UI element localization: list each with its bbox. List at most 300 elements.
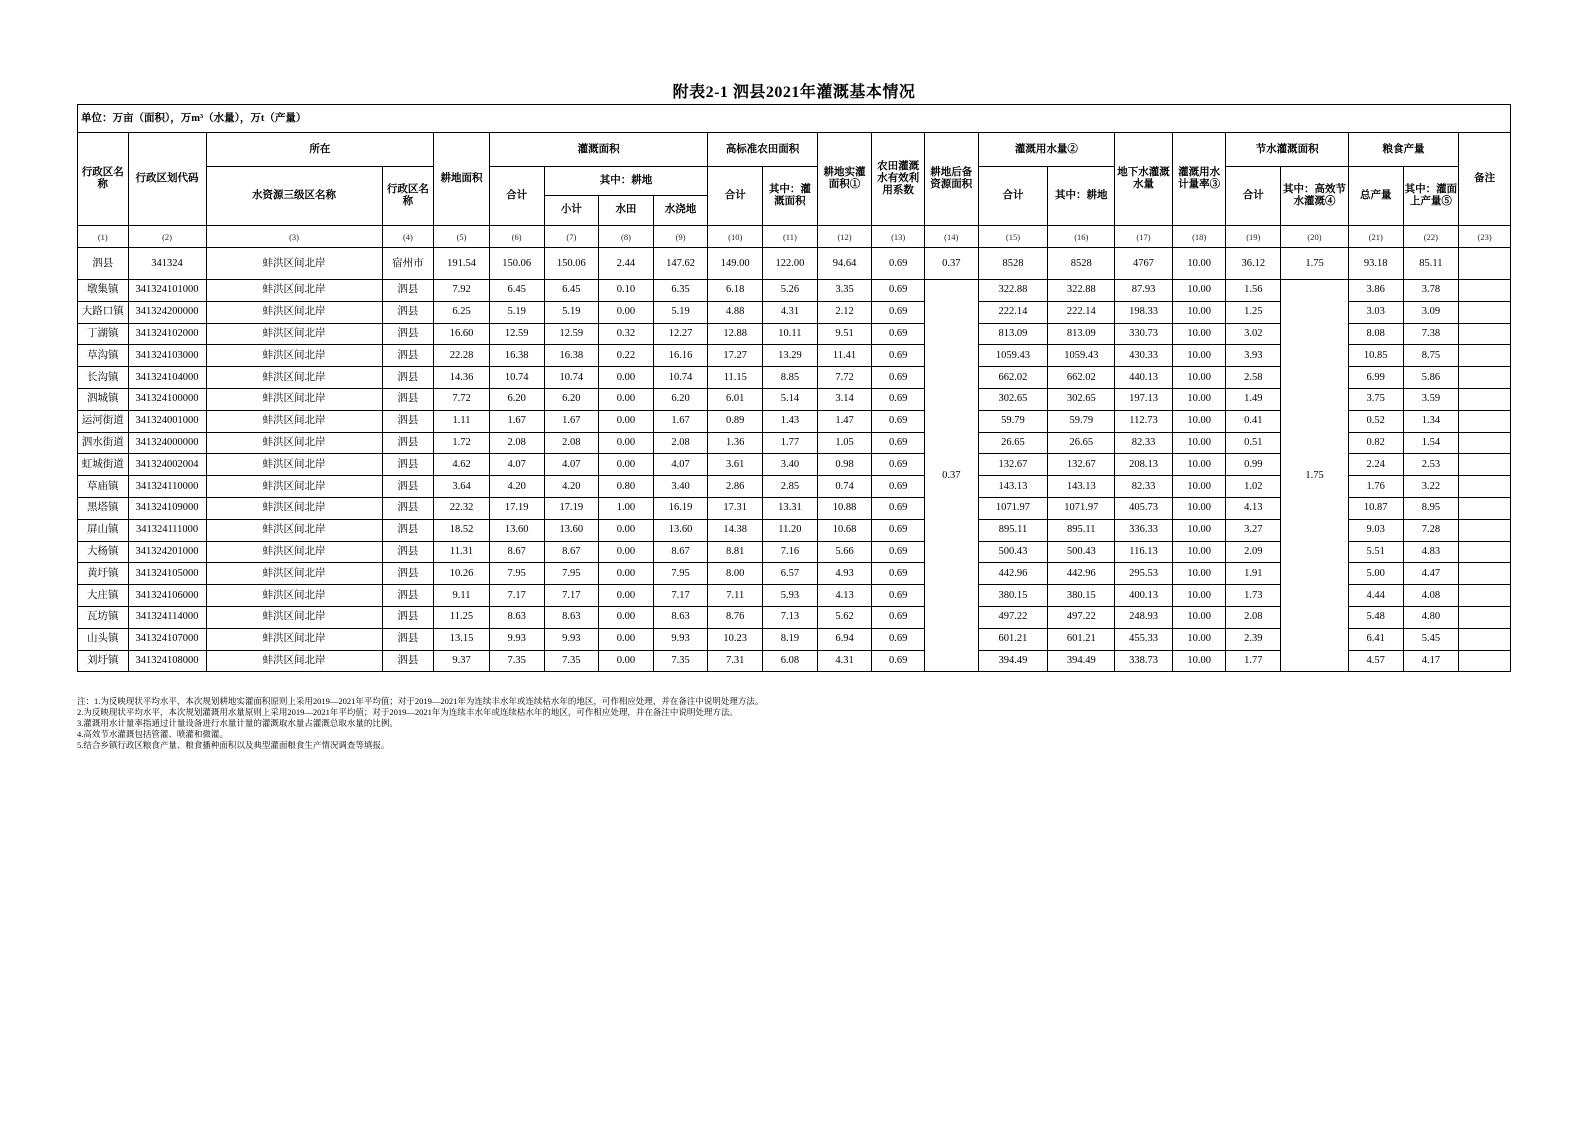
footnote-line: 2.为反映现状平均水平，本次规划灌溉用水量原则上采用2019—2021年平均值；对于2019—2021年为连续丰水年或连续枯水年的地区，可作相应处理，并在备注中说明处理方法。 bbox=[77, 707, 738, 717]
table-cell: 5.66 bbox=[817, 541, 872, 563]
table-cell: 248.93 bbox=[1115, 606, 1173, 628]
table-cell: 蚌洪区间北岸 bbox=[206, 388, 382, 410]
header-iw-total: 合计 bbox=[978, 167, 1048, 226]
table-cell: 17.19 bbox=[544, 497, 599, 519]
table-cell: 341324105000 bbox=[128, 563, 206, 585]
table-cell: 7.16 bbox=[763, 541, 818, 563]
table-cell: 6.08 bbox=[763, 650, 818, 672]
column-index-cell: (11) bbox=[763, 226, 818, 248]
table-cell: 10.00 bbox=[1172, 650, 1226, 672]
column-index-cell: (9) bbox=[653, 226, 708, 248]
table-cell: 1059.43 bbox=[1048, 345, 1115, 367]
table-cell: 3.59 bbox=[1403, 388, 1459, 410]
table-cell: 0.69 bbox=[872, 585, 925, 607]
table-cell: 8.00 bbox=[708, 563, 763, 585]
table-cell: 7.17 bbox=[653, 585, 708, 607]
table-cell: 9.11 bbox=[434, 585, 490, 607]
table-cell: 208.13 bbox=[1115, 454, 1173, 476]
table-cell: 5.19 bbox=[544, 301, 599, 323]
table-cell: 1.25 bbox=[1226, 301, 1281, 323]
table-cell bbox=[1459, 388, 1511, 410]
table-cell: 330.73 bbox=[1115, 323, 1173, 345]
table-cell: 墩集镇 bbox=[78, 280, 129, 302]
table-cell: 泗县 bbox=[382, 367, 434, 389]
table-cell: 0.51 bbox=[1226, 432, 1281, 454]
table-cell: 0.32 bbox=[599, 323, 654, 345]
header-grain: 粮食产量 bbox=[1348, 133, 1458, 167]
table-cell: 10.88 bbox=[817, 497, 872, 519]
table-cell: 0.69 bbox=[872, 519, 925, 541]
table-cell: 3.09 bbox=[1403, 301, 1459, 323]
table-cell: 497.22 bbox=[978, 606, 1048, 628]
table-cell: 13.60 bbox=[653, 519, 708, 541]
table-cell: 10.87 bbox=[1348, 497, 1403, 519]
column-index-cell: (5) bbox=[434, 226, 490, 248]
table-cell: 0.69 bbox=[872, 345, 925, 367]
table-cell: 895.11 bbox=[1048, 519, 1115, 541]
table-cell: 143.13 bbox=[978, 476, 1048, 498]
table-cell: 蚌洪区间北岸 bbox=[206, 345, 382, 367]
table-cell: 8.19 bbox=[763, 628, 818, 650]
table-cell: 0.69 bbox=[872, 476, 925, 498]
table-cell: 0.69 bbox=[872, 280, 925, 302]
table-cell: 132.67 bbox=[1048, 454, 1115, 476]
table-cell: 497.22 bbox=[1048, 606, 1115, 628]
header-irrigated-area: 灌溉面积 bbox=[489, 133, 708, 167]
table-cell: 10.74 bbox=[489, 367, 544, 389]
table-cell: 10.00 bbox=[1172, 519, 1226, 541]
table-cell: 17.31 bbox=[708, 497, 763, 519]
column-index-cell: (23) bbox=[1459, 226, 1511, 248]
table-cell: 1.56 bbox=[1226, 280, 1281, 302]
header-reserve-area: 耕地后备资源面积 bbox=[924, 133, 978, 226]
column-index-cell: (7) bbox=[544, 226, 599, 248]
table-cell bbox=[1459, 563, 1511, 585]
table-cell: 蚌洪区间北岸 bbox=[206, 563, 382, 585]
table-cell: 2.08 bbox=[489, 432, 544, 454]
table-cell: 2.12 bbox=[817, 301, 872, 323]
table-cell: 13.31 bbox=[763, 497, 818, 519]
table-cell: 4.57 bbox=[1348, 650, 1403, 672]
table-cell: 16.38 bbox=[544, 345, 599, 367]
header-grain-total: 总产量 bbox=[1348, 167, 1403, 226]
table-cell: 0.69 bbox=[872, 454, 925, 476]
table-cell: 6.01 bbox=[708, 388, 763, 410]
table-cell: 4.83 bbox=[1403, 541, 1459, 563]
table-cell: 蚌洪区间北岸 bbox=[206, 541, 382, 563]
table-cell: 黑塔镇 bbox=[78, 497, 129, 519]
table-cell: 341324201000 bbox=[128, 541, 206, 563]
table-cell: 4.20 bbox=[489, 476, 544, 498]
column-index-cell: (21) bbox=[1348, 226, 1403, 248]
column-index-cell: (16) bbox=[1048, 226, 1115, 248]
table-cell: 2.85 bbox=[763, 476, 818, 498]
table-cell: 4.13 bbox=[817, 585, 872, 607]
table-cell: 运河街道 bbox=[78, 410, 129, 432]
table-cell: 4.07 bbox=[544, 454, 599, 476]
table-cell bbox=[1459, 301, 1511, 323]
header-arable-area: 耕地面积 bbox=[434, 133, 490, 226]
table-cell: 22.32 bbox=[434, 497, 490, 519]
table-cell: 蚌洪区间北岸 bbox=[206, 585, 382, 607]
table-cell: 222.14 bbox=[978, 301, 1048, 323]
table-cell: 10.68 bbox=[817, 519, 872, 541]
table-cell: 7.28 bbox=[1403, 519, 1459, 541]
county-summary-row bbox=[78, 248, 1511, 280]
column-index-cell: (1) bbox=[78, 226, 129, 248]
table-cell: 0.69 bbox=[872, 606, 925, 628]
table-cell: 8.08 bbox=[1348, 323, 1403, 345]
table-cell: 10.00 bbox=[1172, 388, 1226, 410]
table-cell: 7.13 bbox=[763, 606, 818, 628]
table-cell: 6.45 bbox=[489, 280, 544, 302]
table-cell: 1.47 bbox=[817, 410, 872, 432]
table-cell: 400.13 bbox=[1115, 585, 1173, 607]
header-irrigated-total: 合计 bbox=[489, 167, 544, 226]
header-admin-area-name: 行政区名称 bbox=[382, 167, 434, 226]
table-cell: 1.00 bbox=[599, 497, 654, 519]
table-cell: 22.28 bbox=[434, 345, 490, 367]
table-cell: 14.38 bbox=[708, 519, 763, 541]
table-cell: 132.67 bbox=[978, 454, 1048, 476]
table-cell: 蚌洪区间北岸 bbox=[206, 367, 382, 389]
table-cell: 8.85 bbox=[763, 367, 818, 389]
table-cell: 11.20 bbox=[763, 519, 818, 541]
header-ws-total: 合计 bbox=[1226, 167, 1281, 226]
table-cell: 5.86 bbox=[1403, 367, 1459, 389]
column-index-cell: (14) bbox=[924, 226, 978, 248]
table-cell: 山头镇 bbox=[78, 628, 129, 650]
table-cell: 10.00 bbox=[1172, 323, 1226, 345]
table-cell: 1.05 bbox=[817, 432, 872, 454]
table-cell: 16.19 bbox=[653, 497, 708, 519]
column-index-cell: (8) bbox=[599, 226, 654, 248]
column-index-cell: (22) bbox=[1403, 226, 1459, 248]
table-cell: 4.62 bbox=[434, 454, 490, 476]
table-cell: 1.77 bbox=[1226, 650, 1281, 672]
table-cell: 601.21 bbox=[978, 628, 1048, 650]
table-cell: 5.93 bbox=[763, 585, 818, 607]
table-cell: 1.43 bbox=[763, 410, 818, 432]
table-cell: 1059.43 bbox=[978, 345, 1048, 367]
unit-line: 单位：万亩（面积），万m³（水量），万t（产量） bbox=[78, 105, 1511, 133]
table-cell: 0.69 bbox=[872, 301, 925, 323]
table-cell: 蚌洪区间北岸 bbox=[206, 497, 382, 519]
page-title: 附表2-1 泗县2021年灌溉基本情况 bbox=[672, 84, 916, 101]
table-cell: 440.13 bbox=[1115, 367, 1173, 389]
table-cell: 6.57 bbox=[763, 563, 818, 585]
table-cell: 丁湖镇 bbox=[78, 323, 129, 345]
table-cell: 82.33 bbox=[1115, 432, 1173, 454]
table-cell: 3.86 bbox=[1348, 280, 1403, 302]
table-cell: 8.95 bbox=[1403, 497, 1459, 519]
column-index-cell: (4) bbox=[382, 226, 434, 248]
table-cell: 5.00 bbox=[1348, 563, 1403, 585]
table-cell: 1071.97 bbox=[978, 497, 1048, 519]
header-paddy: 水田 bbox=[599, 195, 653, 225]
table-cell: 10.00 bbox=[1172, 606, 1226, 628]
table-cell: 泗县 bbox=[382, 410, 434, 432]
table-cell: 0.00 bbox=[599, 367, 654, 389]
table-cell: 7.95 bbox=[653, 563, 708, 585]
table-cell bbox=[1459, 650, 1511, 672]
table-cell: 4.47 bbox=[1403, 563, 1459, 585]
header-subtotal: 小计 bbox=[545, 195, 599, 225]
table-cell: 蚌洪区间北岸 bbox=[206, 650, 382, 672]
table-cell: 0.69 bbox=[872, 541, 925, 563]
header-admin-code: 行政区划代码 bbox=[128, 133, 206, 226]
county-cell: 36.12 bbox=[1226, 248, 1281, 280]
irrigation-table bbox=[77, 104, 1511, 672]
county-cell: 191.54 bbox=[434, 248, 490, 280]
county-cell: 0.69 bbox=[872, 248, 925, 280]
header-remarks: 备注 bbox=[1459, 133, 1511, 226]
footnote-line: 5.结合乡镇行政区粮食产量、粮食播种面积以及典型灌面粮食生产情况调查等填报。 bbox=[77, 740, 390, 750]
header-groundwater: 地下水灌溉水量 bbox=[1115, 133, 1173, 226]
table-cell: 9.51 bbox=[817, 323, 872, 345]
table-cell: 1.67 bbox=[544, 410, 599, 432]
table-cell: 198.33 bbox=[1115, 301, 1173, 323]
column-index-cell: (18) bbox=[1172, 226, 1226, 248]
table-cell bbox=[1459, 606, 1511, 628]
table-cell: 0.00 bbox=[599, 301, 654, 323]
table-cell: 7.95 bbox=[544, 563, 599, 585]
table-cell: 泗县 bbox=[382, 388, 434, 410]
table-cell: 18.52 bbox=[434, 519, 490, 541]
table-cell: 26.65 bbox=[1048, 432, 1115, 454]
header-water-saving: 节水灌溉面积 bbox=[1226, 133, 1348, 167]
table-cell: 2.86 bbox=[708, 476, 763, 498]
header-water-zone: 水资源三级区名称 bbox=[206, 167, 382, 226]
table-cell: 10.74 bbox=[544, 367, 599, 389]
table-cell: 8.63 bbox=[653, 606, 708, 628]
table-cell: 0.00 bbox=[599, 388, 654, 410]
table-cell: 4.44 bbox=[1348, 585, 1403, 607]
table-cell: 341324103000 bbox=[128, 345, 206, 367]
table-cell: 2.24 bbox=[1348, 454, 1403, 476]
table-cell: 12.59 bbox=[489, 323, 544, 345]
table-cell: 10.00 bbox=[1172, 454, 1226, 476]
table-cell: 0.41 bbox=[1226, 410, 1281, 432]
table-cell: 11.25 bbox=[434, 606, 490, 628]
table-cell: 5.19 bbox=[489, 301, 544, 323]
table-cell: 10.85 bbox=[1348, 345, 1403, 367]
table-cell: 0.69 bbox=[872, 432, 925, 454]
header-grain-irrigated: 其中：灌面上产量⑤ bbox=[1403, 167, 1459, 226]
table-cell: 7.35 bbox=[653, 650, 708, 672]
table-cell: 341324000000 bbox=[128, 432, 206, 454]
table-cell: 泗县 bbox=[382, 301, 434, 323]
table-cell: 3.14 bbox=[817, 388, 872, 410]
table-cell: 895.11 bbox=[978, 519, 1048, 541]
table-cell: 813.09 bbox=[978, 323, 1048, 345]
county-cell: 149.00 bbox=[708, 248, 763, 280]
table-cell: 0.74 bbox=[817, 476, 872, 498]
table-cell: 4.07 bbox=[489, 454, 544, 476]
table-cell: 长沟镇 bbox=[78, 367, 129, 389]
table-cell: 16.16 bbox=[653, 345, 708, 367]
table-cell: 刘圩镇 bbox=[78, 650, 129, 672]
table-cell: 0.00 bbox=[599, 454, 654, 476]
table-cell: 0.00 bbox=[599, 410, 654, 432]
table-cell: 蚌洪区间北岸 bbox=[206, 628, 382, 650]
table-cell: 4.07 bbox=[653, 454, 708, 476]
table-cell: 泗县 bbox=[382, 628, 434, 650]
table-cell: 10.00 bbox=[1172, 541, 1226, 563]
table-cell: 6.18 bbox=[708, 280, 763, 302]
table-cell: 6.35 bbox=[653, 280, 708, 302]
table-cell: 4.88 bbox=[708, 301, 763, 323]
table-cell: 3.22 bbox=[1403, 476, 1459, 498]
table-cell: 10.00 bbox=[1172, 432, 1226, 454]
table-cell: 17.19 bbox=[489, 497, 544, 519]
table-cell: 4.13 bbox=[1226, 497, 1281, 519]
header-hsf-irrigated: 其中：灌溉面积 bbox=[763, 167, 818, 226]
county-cell: 122.00 bbox=[763, 248, 818, 280]
table-cell: 3.64 bbox=[434, 476, 490, 498]
header-high-std-farmland: 高标准农田面积 bbox=[708, 133, 817, 167]
header-actual-irrigated: 耕地实灌面积① bbox=[817, 133, 872, 226]
table-cell: 59.79 bbox=[1048, 410, 1115, 432]
table-cell: 0.69 bbox=[872, 563, 925, 585]
table-cell: 4.20 bbox=[544, 476, 599, 498]
table-cell: 6.94 bbox=[817, 628, 872, 650]
table-cell: 11.15 bbox=[708, 367, 763, 389]
table-cell: 338.73 bbox=[1115, 650, 1173, 672]
county-cell: 4767 bbox=[1115, 248, 1173, 280]
table-cell: 9.93 bbox=[544, 628, 599, 650]
table-cell: 5.51 bbox=[1348, 541, 1403, 563]
header-metering-rate: 灌溉用水计量率③ bbox=[1172, 133, 1226, 226]
table-row bbox=[78, 280, 1511, 302]
table-cell bbox=[1459, 280, 1511, 302]
table-cell: 11.31 bbox=[434, 541, 490, 563]
table-cell: 7.11 bbox=[708, 585, 763, 607]
table-cell: 1.49 bbox=[1226, 388, 1281, 410]
column-index-cell: (10) bbox=[708, 226, 763, 248]
table-cell: 0.22 bbox=[599, 345, 654, 367]
table-cell: 5.26 bbox=[763, 280, 818, 302]
header-hsf-total: 合计 bbox=[708, 167, 763, 226]
table-cell: 3.75 bbox=[1348, 388, 1403, 410]
table-cell: 泗县 bbox=[382, 606, 434, 628]
table-cell: 143.13 bbox=[1048, 476, 1115, 498]
table-cell: 3.35 bbox=[817, 280, 872, 302]
table-cell: 2.08 bbox=[1226, 606, 1281, 628]
table-cell: 0.00 bbox=[599, 585, 654, 607]
table-cell: 341324101000 bbox=[128, 280, 206, 302]
table-cell: 116.13 bbox=[1115, 541, 1173, 563]
table-cell: 10.00 bbox=[1172, 301, 1226, 323]
table-cell: 8.81 bbox=[708, 541, 763, 563]
table-cell: 0.00 bbox=[599, 541, 654, 563]
table-cell: 380.15 bbox=[1048, 585, 1115, 607]
table-cell: 0.80 bbox=[599, 476, 654, 498]
table-cell: 0.69 bbox=[872, 650, 925, 672]
table-cell: 5.14 bbox=[763, 388, 818, 410]
county-cell: 85.11 bbox=[1403, 248, 1459, 280]
column-index-cell: (17) bbox=[1115, 226, 1173, 248]
table-cell: 10.23 bbox=[708, 628, 763, 650]
header-of-which-arable-group bbox=[544, 167, 708, 226]
county-cell bbox=[1459, 248, 1511, 280]
table-cell: 1.67 bbox=[653, 410, 708, 432]
table-cell: 1.72 bbox=[434, 432, 490, 454]
table-cell: 0.00 bbox=[599, 628, 654, 650]
header-iw-arable: 其中：耕地 bbox=[1048, 167, 1115, 226]
table-cell: 341324001000 bbox=[128, 410, 206, 432]
header-irrigable-land: 水浇地 bbox=[664, 204, 697, 216]
table-cell: 4.31 bbox=[817, 650, 872, 672]
table-cell: 322.88 bbox=[978, 280, 1048, 302]
table-cell: 17.27 bbox=[708, 345, 763, 367]
table-cell: 341324102000 bbox=[128, 323, 206, 345]
column-index-cell: (6) bbox=[489, 226, 544, 248]
table-cell: 10.00 bbox=[1172, 563, 1226, 585]
table-cell: 9.93 bbox=[653, 628, 708, 650]
column-index-cell: (15) bbox=[978, 226, 1048, 248]
table-cell: 341324106000 bbox=[128, 585, 206, 607]
table-cell: 3.78 bbox=[1403, 280, 1459, 302]
table-cell: 7.95 bbox=[489, 563, 544, 585]
table-cell: 197.13 bbox=[1115, 388, 1173, 410]
table-cell: 10.00 bbox=[1172, 367, 1226, 389]
table-cell: 341324110000 bbox=[128, 476, 206, 498]
table-cell: 3.40 bbox=[653, 476, 708, 498]
table-cell: 341324002004 bbox=[128, 454, 206, 476]
table-cell: 0.99 bbox=[1226, 454, 1281, 476]
table-cell: 1.67 bbox=[489, 410, 544, 432]
table-cell: 5.19 bbox=[653, 301, 708, 323]
table-cell: 2.08 bbox=[653, 432, 708, 454]
table-cell: 1.54 bbox=[1403, 432, 1459, 454]
table-cell bbox=[1459, 585, 1511, 607]
county-cell: 10.00 bbox=[1172, 248, 1226, 280]
table-cell: 泗县 bbox=[382, 345, 434, 367]
table-cell: 6.41 bbox=[1348, 628, 1403, 650]
table-cell: 112.73 bbox=[1115, 410, 1173, 432]
table-cell: 泗县 bbox=[382, 519, 434, 541]
table-cell: 屏山镇 bbox=[78, 519, 129, 541]
table-cell: 9.37 bbox=[434, 650, 490, 672]
table-cell: 341324111000 bbox=[128, 519, 206, 541]
table-cell: 12.59 bbox=[544, 323, 599, 345]
table-cell: 9.93 bbox=[489, 628, 544, 650]
table-cell: 6.45 bbox=[544, 280, 599, 302]
table-cell: 大杨镇 bbox=[78, 541, 129, 563]
county-cell: 150.06 bbox=[544, 248, 599, 280]
table-cell: 泗县 bbox=[382, 650, 434, 672]
table-cell: 10.11 bbox=[763, 323, 818, 345]
table-cell: 0.69 bbox=[872, 367, 925, 389]
county-cell: 341324 bbox=[128, 248, 206, 280]
table-cell: 5.48 bbox=[1348, 606, 1403, 628]
table-cell: 10.74 bbox=[653, 367, 708, 389]
footnote-line: 4.高效节水灌溉包括管灌、喷灌和微灌。 bbox=[77, 729, 228, 739]
table-cell: 302.65 bbox=[978, 388, 1048, 410]
table-cell: 草沟镇 bbox=[78, 345, 129, 367]
column-index-cell: (13) bbox=[872, 226, 925, 248]
table-cell: 虹城街道 bbox=[78, 454, 129, 476]
table-cell: 0.00 bbox=[599, 519, 654, 541]
table-cell: 7.17 bbox=[489, 585, 544, 607]
table-cell: 0.98 bbox=[817, 454, 872, 476]
table-cell: 3.93 bbox=[1226, 345, 1281, 367]
table-cell: 10.00 bbox=[1172, 476, 1226, 498]
table-cell: 8.76 bbox=[708, 606, 763, 628]
table-cell: 7.72 bbox=[434, 388, 490, 410]
header-irrigation-water: 灌溉用水量② bbox=[978, 133, 1115, 167]
